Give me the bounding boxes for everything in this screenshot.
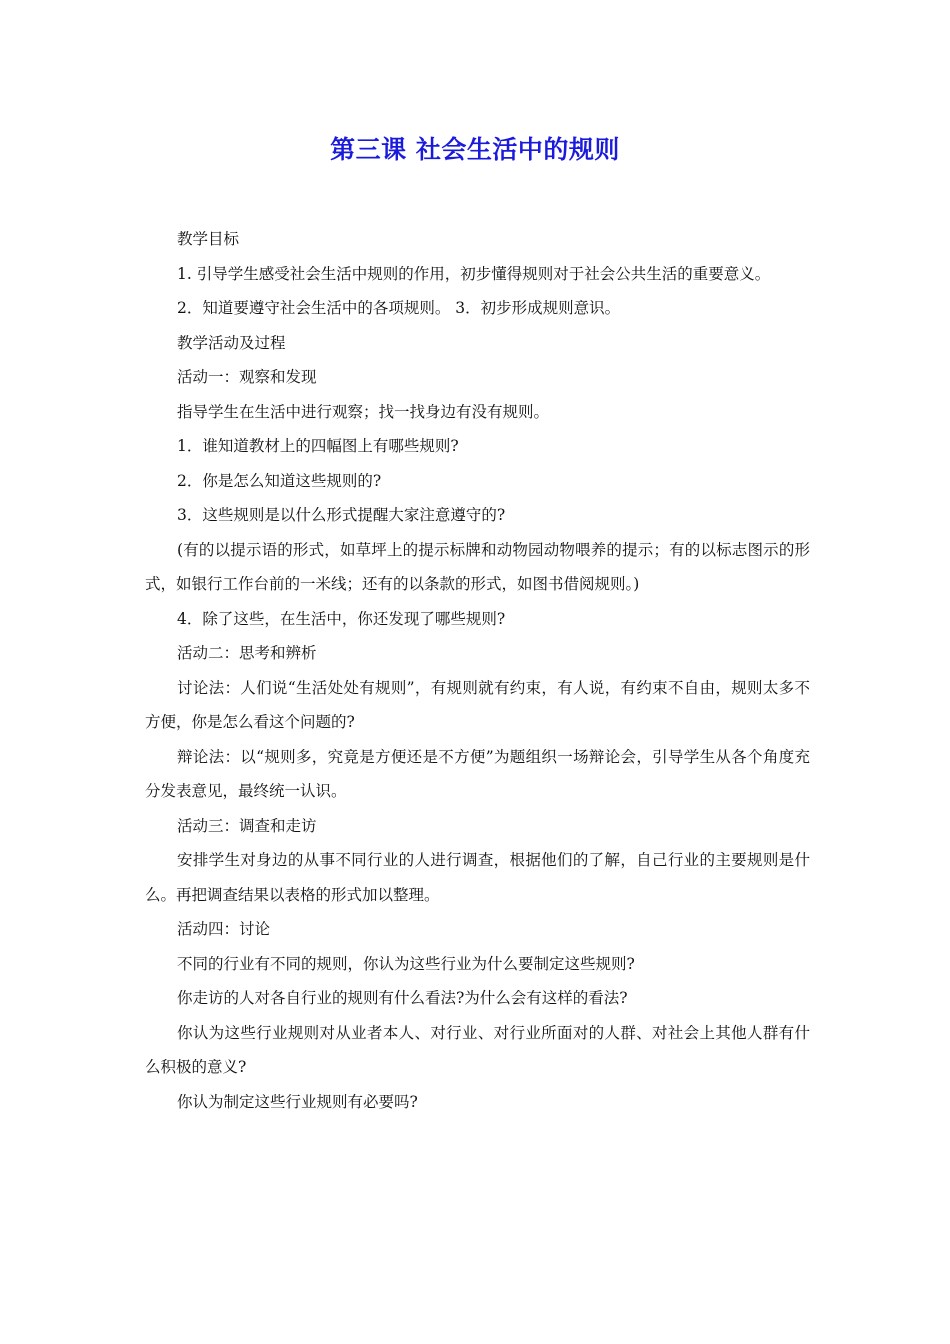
activity-3-task: 安排学生对身边的从事不同行业的人进行调查，根据他们的了解，自己行业的主要规则是什么。再把调查结果以表格的形式加以整理。 <box>145 851 810 904</box>
activity-1-question-1: 1．谁知道教材上的四幅图上有哪些规则? <box>177 437 459 455</box>
activity-1-question-4: 4．除了这些，在生活中，你还发现了哪些规则? <box>177 609 506 628</box>
activity-1-heading: 活动一：观察和发现 <box>177 368 317 386</box>
section-heading-teaching-goals: 教学目标 <box>177 230 240 248</box>
activity-2-discussion: 讨论法：人们说“生活处处有规则”，有规则就有约束，有人说，有约束不自由，规则太多不方便，你是怎么看这个问题的? <box>145 678 810 731</box>
activity-1-intro: 指导学生在生活中进行观察；找一找身边有没有规则。 <box>177 402 550 421</box>
activity-2-debate: 辩论法：以“规则多，究竟是方便还是不方便”为题组织一场辩论会，引导学生从各个角度充分发表意见，最终统一认识。 <box>145 747 810 800</box>
activity-3-heading: 活动三：调查和走访 <box>177 816 317 835</box>
activity-4-heading: 活动四：讨论 <box>177 920 271 938</box>
activity-1-question-3: 3．这些规则是以什么形式提醒大家注意遵守的? <box>177 506 506 524</box>
goal-item-2-3: 2．知道要遵守社会生活中的各项规则。 3．初步形成规则意识。 <box>177 299 621 317</box>
activity-1-answer-note: (有的以提示语的形式，如草坪上的提示标牌和动物园动物喂养的提示；有的以标志图示的形式，如银行工作台前的一米线；还有的以条款的形式，如图书借阅规则。) <box>145 540 810 593</box>
activity-4-question-3: 你认为这些行业规则对从业者本人、对行业、对行业所面对的人群、对社会上其他人群有什么积极的意义? <box>145 1023 810 1076</box>
document-title: 第三课 社会生活中的规则 <box>330 135 620 164</box>
goal-item-1: 1. 引导学生感受社会生活中规则的作用，初步懂得规则对于社会公共生活的重要意义。 <box>177 264 771 283</box>
activity-2-heading: 活动二：思考和辨析 <box>177 644 317 662</box>
activity-1-question-2: 2．你是怎么知道这些规则的? <box>177 471 382 490</box>
activity-4-question-2: 你走访的人对各自行业的规则有什么看法?为什么会有这样的看法? <box>177 989 628 1007</box>
activity-4-question-1: 不同的行业有不同的规则，你认为这些行业为什么要制定这些规则? <box>177 954 635 973</box>
section-heading-activities: 教学活动及过程 <box>177 333 286 352</box>
document-body <box>145 222 810 1119</box>
activity-4-question-4: 你认为制定这些行业规则有必要吗? <box>177 1092 418 1111</box>
